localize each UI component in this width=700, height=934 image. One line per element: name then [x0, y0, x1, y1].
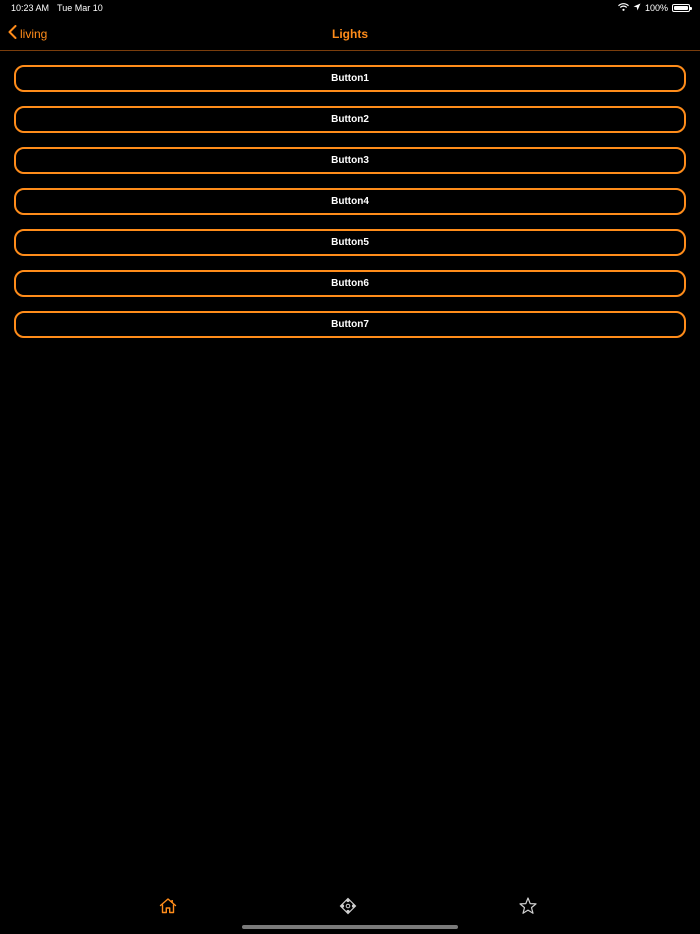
battery-icon — [672, 4, 690, 12]
status-time: 10:23 AM — [11, 3, 50, 13]
page-title: Lights — [332, 27, 368, 41]
battery-percent: 100% — [644, 3, 668, 13]
light-button-4[interactable]: Button4 — [14, 188, 686, 215]
light-button-3[interactable]: Button3 — [14, 147, 686, 174]
back-button-label: living — [20, 26, 48, 41]
navigation-bar — [0, 18, 700, 51]
tab-devices[interactable] — [338, 896, 358, 916]
home-indicator — [242, 925, 458, 929]
light-button-1[interactable]: Button1 — [14, 65, 686, 92]
location-arrow-icon — [633, 3, 641, 13]
light-button-2[interactable]: Button2 — [14, 106, 686, 133]
light-button-6[interactable]: Button6 — [14, 270, 686, 297]
light-button-7[interactable]: Button7 — [14, 311, 686, 338]
tab-bar — [0, 894, 700, 934]
home-icon — [158, 903, 178, 920]
tab-favorites[interactable] — [518, 896, 538, 916]
wifi-icon — [618, 3, 629, 13]
star-icon — [518, 903, 538, 920]
status-bar — [0, 0, 700, 18]
status-date: Tue Mar 10 — [57, 3, 103, 13]
devices-icon — [338, 903, 358, 920]
tab-home[interactable] — [158, 896, 178, 916]
light-button-5[interactable]: Button5 — [14, 229, 686, 256]
button-list — [14, 65, 686, 352]
